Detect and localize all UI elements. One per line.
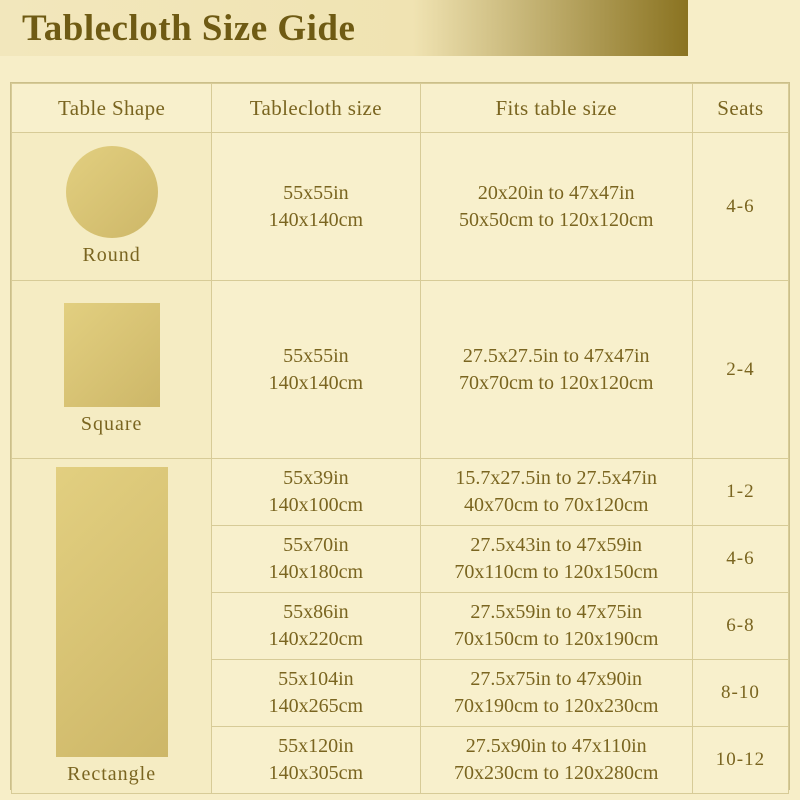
column-header-seats: Seats xyxy=(692,84,788,133)
cloth-size-cell xyxy=(212,660,420,727)
fits-size-cm: 70x70cm to 120x120cm xyxy=(458,371,654,394)
fits-size-cell xyxy=(420,727,692,794)
cloth-size-inches: 55x70in xyxy=(283,534,349,556)
fits-size-cell xyxy=(420,459,692,526)
round-swatch-icon xyxy=(66,146,158,238)
shape-cell-rectangle xyxy=(12,459,212,794)
fits-size-inches: 15.7x27.5in to 27.5x47in xyxy=(455,467,658,489)
shape-label-round: Round xyxy=(82,244,141,266)
cloth-size-inches: 55x55in xyxy=(283,344,349,367)
fits-size-cm: 50x50cm to 120x120cm xyxy=(458,208,654,231)
fits-size-cm: 70x110cm to 120x150cm xyxy=(454,561,659,583)
column-header-table-shape: Table Shape xyxy=(12,84,212,133)
column-header-tablecloth-size: Tablecloth size xyxy=(212,84,420,133)
fits-size-cm: 70x190cm to 120x230cm xyxy=(453,695,659,717)
cloth-size-cell xyxy=(212,133,420,281)
cloth-size-cell xyxy=(212,593,420,660)
seats-cell: 8-10 xyxy=(692,660,788,727)
fits-size-cell xyxy=(420,593,692,660)
cloth-size-cell xyxy=(212,281,420,459)
cloth-size-inches: 55x120in xyxy=(278,735,354,757)
header-row xyxy=(12,84,789,133)
table-row xyxy=(12,281,789,459)
table-row xyxy=(12,133,789,281)
seats-cell: 2-4 xyxy=(692,281,788,459)
cloth-size-cm: 140x220cm xyxy=(268,628,364,650)
cloth-size-inches: 55x86in xyxy=(283,601,349,623)
cloth-size-cm: 140x305cm xyxy=(268,762,364,784)
shape-cell-square xyxy=(12,281,212,459)
square-swatch-icon xyxy=(64,303,160,407)
size-table-container xyxy=(10,82,790,790)
fits-size-inches: 20x20in to 47x47in xyxy=(477,181,635,204)
fits-size-cell xyxy=(420,526,692,593)
cloth-size-inches: 55x104in xyxy=(278,668,354,690)
fits-size-inches: 27.5x90in to 47x110in xyxy=(465,735,647,757)
shape-label-square: Square xyxy=(80,413,143,435)
table-body xyxy=(12,133,789,794)
fits-size-cell xyxy=(420,281,692,459)
cloth-size-cm: 140x140cm xyxy=(268,208,364,231)
fits-size-cell xyxy=(420,660,692,727)
fits-size-cm: 70x150cm to 120x190cm xyxy=(453,628,659,650)
cloth-size-cm: 140x100cm xyxy=(268,494,364,516)
title-banner xyxy=(0,0,688,56)
seats-cell: 4-6 xyxy=(692,133,788,281)
seats-cell: 4-6 xyxy=(692,526,788,593)
fits-size-cm: 70x230cm to 120x280cm xyxy=(453,762,659,784)
cloth-size-inches: 55x55in xyxy=(283,181,349,204)
cloth-size-cm: 140x180cm xyxy=(268,561,364,583)
fits-size-inches: 27.5x27.5in to 47x47in xyxy=(462,344,650,367)
fits-size-cm: 40x70cm to 70x120cm xyxy=(463,494,649,516)
fits-size-inches: 27.5x59in to 47x75in xyxy=(470,601,643,623)
fits-size-inches: 27.5x75in to 47x90in xyxy=(470,668,643,690)
table-row xyxy=(12,459,789,526)
cloth-size-cell xyxy=(212,526,420,593)
fits-size-cell xyxy=(420,133,692,281)
size-table xyxy=(11,83,789,794)
seats-cell: 10-12 xyxy=(692,727,788,794)
seats-cell: 6-8 xyxy=(692,593,788,660)
column-header-fits-table-size: Fits table size xyxy=(420,84,692,133)
shape-cell-round xyxy=(12,133,212,281)
cloth-size-cell xyxy=(212,727,420,794)
fits-size-inches: 27.5x43in to 47x59in xyxy=(470,534,643,556)
cloth-size-cm: 140x140cm xyxy=(268,371,364,394)
table-header xyxy=(12,84,789,133)
shape-label-rectangle: Rectangle xyxy=(67,762,157,785)
cloth-size-cell xyxy=(212,459,420,526)
cloth-size-inches: 55x39in xyxy=(283,467,349,489)
page-title: Tablecloth Size Gide xyxy=(22,7,356,49)
rectangle-swatch-icon xyxy=(56,467,168,757)
cloth-size-cm: 140x265cm xyxy=(268,695,364,717)
seats-cell: 1-2 xyxy=(692,459,788,526)
